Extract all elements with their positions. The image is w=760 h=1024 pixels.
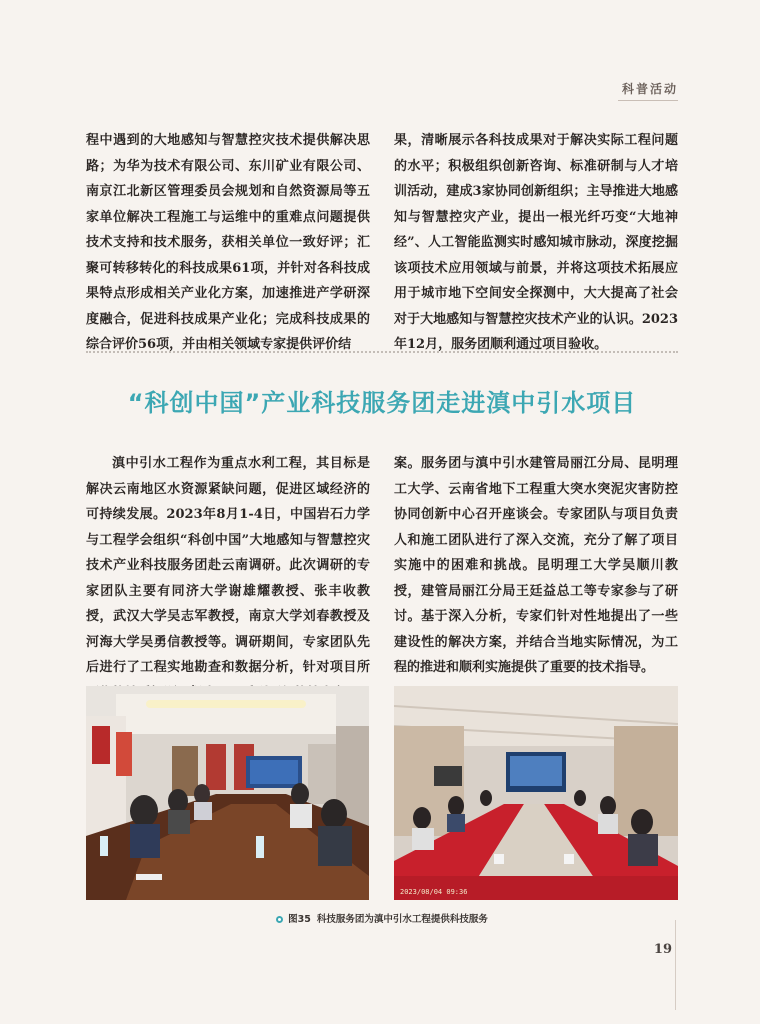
caption-bullet-icon [276,916,283,923]
meeting-photo-right [394,686,678,900]
top-rule [618,100,678,101]
top-left-column: 程中遇到的大地感知与智慧控灾技术提供解决思路；为华为技术有限公司、东川矿业有限公司、南京江北新区管理委员会规划和自然资源局等五家单位解决工程施工与运维中的重难点问题提供技术支持和技术服务，获相关单位一致好评；汇聚可转移转化的科技成果61项，并针对各科技成果特点形成相关产业化方案，加速推进产学研深度融合，促进科技成果产业化；完成科技成果的综合评价56项，并由相关领域专家提供评价结 [86,133,370,352]
article-left-column: 滇中引水工程作为重点水利工程，其目标是解决云南地区水资源紧缺问题，促进区域经济的可持续发展。2023年8月1-4日，中国岩石力学与工程学会组织“科创中国”大地感知与智慧控灾技术产业科技服务团赴云南调研。此次调研的专家团队主要有同济大学谢雄耀教授、张丰收教授，武汉大学吴志军教授，南京大学刘春教授及河海大学吴勇信教授等。调研期间，专家团队先后进行了工程实地勘查和数据分析，针对项目所 [86,456,370,675]
section-divider [86,351,678,353]
article-right-column: 案。服务团与滇中引水建管局丽江分局、昆明理工大学、云南省地下工程重大突水突泥灾害防控协同创新中心召开座谈会。专家团队与项目负责人和施工团队进行了深入交流，充分了解了项目实施中的困难和挑战。昆明理工大学吴顺川教授，建管局丽江分局王廷益总工等专家参与了研讨。基于深入分析，专家们针对性地提出了一些建设性的解决方案，并结合当地实际情况，为工程的推进和顺利实施提供了重要的技术指导。 [394,456,678,675]
meeting-photo-left [86,686,369,900]
meeting-photo-right-illustration [394,686,678,900]
section-tag: 科普活动 [621,82,678,96]
top-continued-text [86,128,678,358]
page-number: 19 [653,942,672,957]
article-title: “科创中国”产业科技服务团走进滇中引水项目 [127,389,637,417]
article-body [86,451,678,706]
meeting-photo-left-illustration [86,686,369,900]
figure-caption-text: 科技服务团为滇中引水工程提供科技服务 [316,914,488,925]
figure-caption [86,911,678,925]
side-rule [675,920,676,1010]
top-right-column: 果，清晰展示各科技成果对于解决实际工程问题的水平；积极组织创新咨询、标准研制与人才培训活动，建成3家协同创新组织；主导推进大地感知与智慧控灾产业，提出一根光纤巧变“大地神经”、人工智能监测实时感知城市脉动，深度挖掘该项技术应用领域与前景，并将这项技术拓展应用于城市地下空间安全探测中，大大提高了社会对于大地感知与智慧控灾技术产业的认识。2023年12月，服务团顺利通过项目验收。 [394,133,678,352]
photo-timestamp: 2023/08/04 09:36 [400,888,468,896]
figure-number: 图35 [288,914,311,925]
